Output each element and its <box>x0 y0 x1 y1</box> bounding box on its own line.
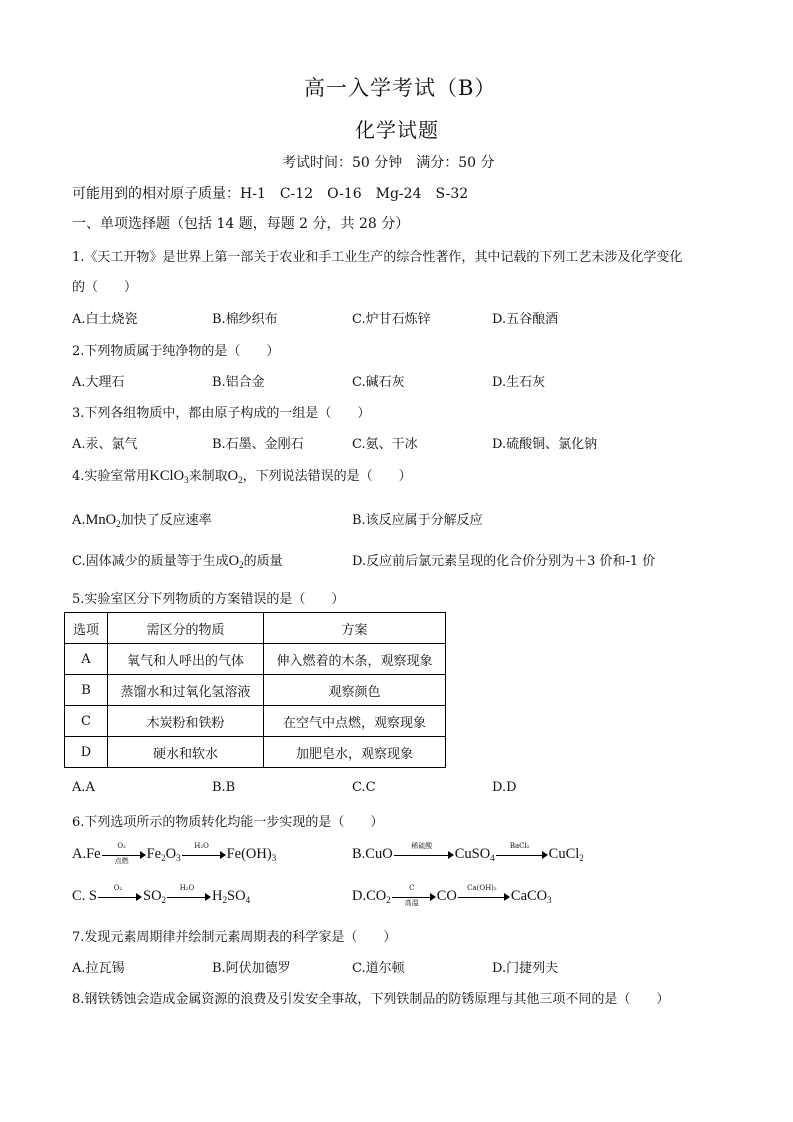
q6-option-b: B.CuO 稀硫酸 CuSO$_4$ BaCl₂ CuCl$_2$ <box>352 841 584 863</box>
question-5-stem: 5.实验室区分下列物质的方案错误的是（ ） <box>72 592 345 607</box>
q7-option-d: D.门捷列夫 <box>492 961 559 976</box>
formula-o2: $O_2$ <box>227 468 243 485</box>
table-cell: 在空气中点燃，观察现象 <box>264 706 446 737</box>
q3-option-d: D.硫酸铜、氯化钠 <box>492 437 598 452</box>
table-row <box>65 644 446 675</box>
reaction-arrow: Ca(OH)₂ <box>458 890 510 904</box>
q7-option-c: C.道尔顿 <box>352 961 405 976</box>
table-cell: 伸入燃着的木条，观察现象 <box>264 644 446 675</box>
reaction-arrow: O₂ 点燃 <box>102 848 146 862</box>
q1-option-a: A.白土烧瓷 <box>72 312 138 327</box>
table-cell: 木炭粉和铁粉 <box>108 706 264 737</box>
q5-option-b: B.B <box>212 780 236 795</box>
q4-option-b: B.该反应属于分解反应 <box>352 513 483 528</box>
q5-option-c: C.C <box>352 780 376 795</box>
exam-title: 高一入学考试（B） <box>304 76 497 100</box>
question-1-stem: 1.《天工开物》是世界上第一部关于农业和手工业生产的综合性著作，其中记载的下列工艺未涉及化学变化 <box>72 250 683 265</box>
question-1-stem-cont: 的（ ） <box>72 280 138 295</box>
q4-option-c: C.固体减少的质量等于生成$O_2$的质量 <box>72 553 283 570</box>
table-header: 方案 <box>264 613 446 644</box>
q2-option-d: D.生石灰 <box>492 375 546 390</box>
reaction-arrow: H₂O <box>182 848 226 862</box>
table-row <box>65 675 446 706</box>
formula-mno2: MnO$_2$ <box>85 512 121 529</box>
q2-option-a: A.大理石 <box>72 375 125 390</box>
formula-kclo3: KClO$_3$ <box>149 468 189 485</box>
table-header: 需区分的物质 <box>108 613 264 644</box>
question-4-stem: 4.实验室常用KClO$_3$来制取$O_2$，下列说法错误的是（ ） <box>72 468 412 485</box>
table-header: 选项 <box>65 613 108 644</box>
table-row <box>65 706 446 737</box>
question-7-stem: 7.发现元素周期律并绘制元素周期表的科学家是（ ） <box>72 930 397 945</box>
table-cell: 加肥皂水，观察现象 <box>264 737 446 768</box>
q1-option-c: C.炉甘石炼锌 <box>352 312 431 327</box>
q3-option-c: C.氨、干冰 <box>352 437 418 452</box>
section-heading: 一、单项选择题（包括 14 题，每题 2 分，共 28 分） <box>72 216 410 232</box>
q4-option-a: A.MnO$_2$加快了反应速率 <box>72 512 212 529</box>
q7-option-b: B.阿伏加德罗 <box>212 961 291 976</box>
table-cell: C <box>65 706 108 737</box>
reaction-arrow: 稀硫酸 <box>394 848 454 862</box>
question-6-stem: 6.下列选项所示的物质转化均能一步实现的是（ ） <box>72 815 384 830</box>
exam-info: 考试时间：50 分钟 满分：50 分 <box>282 155 495 171</box>
table-cell: B <box>65 675 108 706</box>
exam-subtitle: 化学试题 <box>355 118 439 142</box>
table-cell: 观察颜色 <box>264 675 446 706</box>
q5-table <box>64 612 446 768</box>
reaction-arrow: O₂ <box>98 890 142 904</box>
question-2-stem: 2.下列物质属于纯净物的是（ ） <box>72 344 280 359</box>
formula-o2: $O_2$ <box>228 553 244 570</box>
q1-option-d: D.五谷酿酒 <box>492 312 559 327</box>
table-cell: 蒸馏水和过氧化氢溶液 <box>108 675 264 706</box>
q2-option-b: B.铝合金 <box>212 375 265 390</box>
question-8-stem: 8.钢铁锈蚀会造成金属资源的浪费及引发安全事故，下列铁制品的防锈原理与其他三项不同的是（ ） <box>72 992 670 1007</box>
table-row <box>65 737 446 768</box>
reaction-arrow: C 高温 <box>392 890 436 904</box>
reaction-arrow: H₂O <box>167 890 211 904</box>
table-cell: 氧气和人呼出的气体 <box>108 644 264 675</box>
q5-option-a: A.A <box>72 780 95 795</box>
q3-option-b: B.石墨、金刚石 <box>212 437 304 452</box>
q6-option-a: A.Fe O₂ 点燃 $Fe_2O_3$ H₂O $Fe(OH)_3$ <box>72 841 277 865</box>
q4-option-d: D.反应前后氯元素呈现的化合价分别为＋3 价和-1 价 <box>352 554 656 569</box>
question-3-stem: 3.下列各组物质中，都由原子构成的一组是（ ） <box>72 406 371 421</box>
q6-option-c: C. S O₂ $SO_2$ H₂O $H_2SO_4$ <box>72 883 251 905</box>
table-header-row <box>65 613 446 644</box>
q7-option-a: A.拉瓦锡 <box>72 961 125 976</box>
q3-option-a: A.汞、氯气 <box>72 437 138 452</box>
q2-option-c: C.碱石灰 <box>352 375 405 390</box>
atomic-masses: 可能用到的相对原子质量：H-1 C-12 O-16 Mg-24 S-32 <box>72 186 469 202</box>
reaction-arrow: BaCl₂ <box>496 848 548 862</box>
table-cell: D <box>65 737 108 768</box>
table-cell: A <box>65 644 108 675</box>
q6-option-d: $D.CO_2$ C 高温 CO Ca(OH)₂ CaCO$_3$ <box>352 883 552 907</box>
q1-option-b: B.棉纱织布 <box>212 312 278 327</box>
table-cell: 硬水和软水 <box>108 737 264 768</box>
q5-option-d: D.D <box>492 780 517 795</box>
